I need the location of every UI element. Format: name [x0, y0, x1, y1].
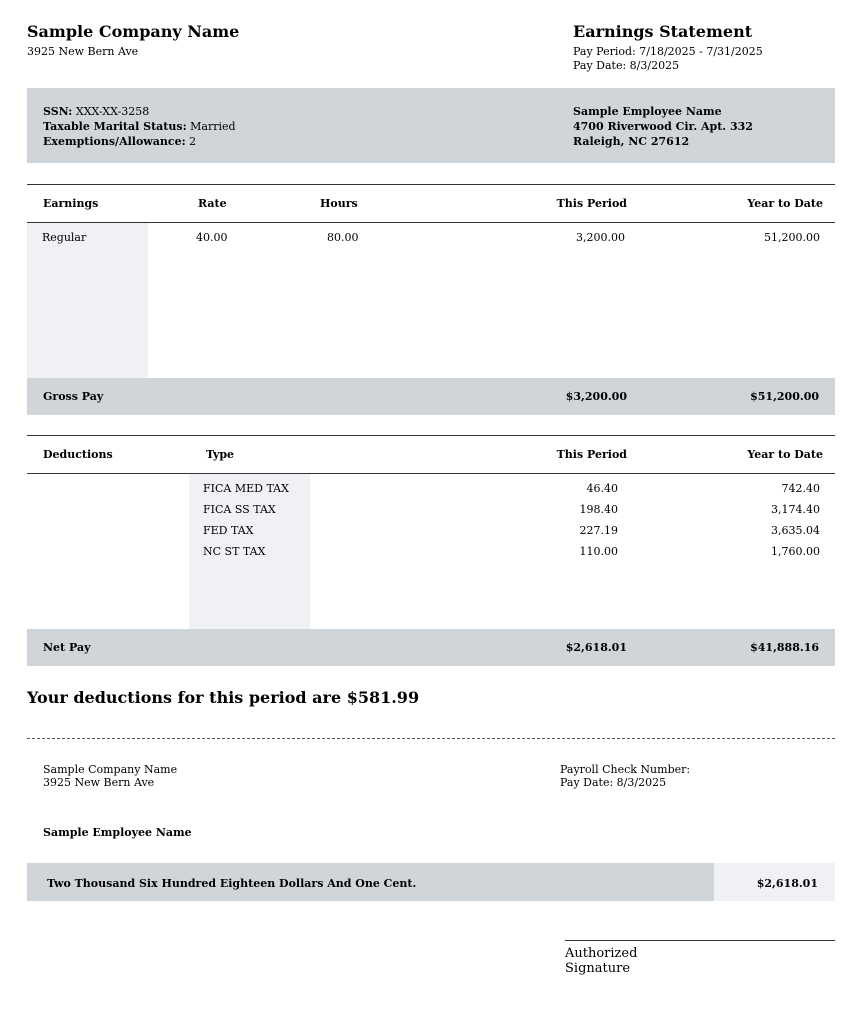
deduction-type-3: FED TAX — [203, 524, 254, 537]
net-pay-this-period: $2,618.01 — [565, 641, 627, 654]
exemptions-line — [43, 135, 196, 149]
earnings-row-name: Regular — [42, 231, 87, 244]
signature-line — [565, 940, 835, 941]
check-pay-date: Pay Date: 8/3/2025 — [560, 776, 667, 789]
net-pay-band — [27, 629, 835, 666]
rate-header: Rate — [198, 197, 227, 210]
earnings-this-period-header: This Period — [556, 197, 627, 210]
ssn-line — [43, 105, 149, 119]
earnings-header-rule — [27, 222, 835, 223]
company-name: Sample Company Name — [27, 22, 240, 41]
company-address: 3925 New Bern Ave — [27, 45, 139, 58]
check-company-name: Sample Company Name — [43, 763, 178, 776]
exemptions-label: Exemptions/Allowance: — [43, 135, 186, 148]
deduction-type-4: NC ST TAX — [203, 545, 266, 558]
marital-status-line — [43, 120, 236, 134]
deduction-this-period-1: 46.40 — [586, 482, 618, 495]
detach-line — [27, 738, 835, 739]
deductions-this-period-header: This Period — [556, 448, 627, 461]
deductions-summary: Your deductions for this period are $581.99 — [27, 688, 420, 707]
earnings-ytd-header: Year to Date — [747, 197, 823, 210]
earnings-name-column — [27, 223, 148, 378]
hours-header: Hours — [320, 197, 358, 210]
deduction-ytd-3: 3,635.04 — [771, 524, 820, 537]
pay-period: Pay Period: 7/18/2025 - 7/31/2025 — [573, 45, 763, 58]
statement-title: Earnings Statement — [573, 22, 753, 41]
marital-label: Taxable Marital Status: — [43, 120, 187, 133]
gross-pay-this-period: $3,200.00 — [565, 390, 627, 403]
signature-label-1: Authorized — [565, 946, 638, 961]
deductions-ytd-header: Year to Date — [747, 448, 823, 461]
earnings-header: Earnings — [43, 197, 99, 210]
earnings-top-rule — [27, 184, 835, 185]
deductions-top-rule — [27, 435, 835, 436]
ssn-label: SSN: — [43, 105, 73, 118]
check-payee: Sample Employee Name — [43, 826, 192, 839]
gross-pay-ytd: $51,200.00 — [750, 390, 819, 403]
deduction-ytd-4: 1,760.00 — [771, 545, 820, 558]
pay-date: Pay Date: 8/3/2025 — [573, 59, 680, 72]
deduction-ytd-1: 742.40 — [781, 482, 820, 495]
deduction-this-period-2: 198.40 — [579, 503, 618, 516]
deduction-type-2: FICA SS TAX — [203, 503, 276, 516]
ssn-value: XXX-XX-3258 — [75, 105, 150, 118]
net-pay-label: Net Pay — [43, 641, 91, 654]
earnings-row-hours: 80.00 — [327, 231, 359, 244]
earnings-row-rate: 40.00 — [196, 231, 228, 244]
deductions-header: Deductions — [43, 448, 113, 461]
deduction-this-period-3: 227.19 — [579, 524, 618, 537]
signature-label-2: Signature — [565, 961, 631, 976]
amount-in-words: Two Thousand Six Hundred Eighteen Dollars And One Cent. — [47, 877, 417, 890]
employee-address-1: 4700 Riverwood Cir. Apt. 332 — [573, 120, 753, 133]
gross-pay-band — [27, 378, 835, 415]
check-number-label: Payroll Check Number: — [560, 763, 691, 776]
exemptions-value: 2 — [189, 135, 197, 148]
deduction-ytd-2: 3,174.40 — [771, 503, 820, 516]
marital-value: Married — [190, 120, 236, 133]
employee-name: Sample Employee Name — [573, 105, 722, 118]
type-header: Type — [206, 448, 235, 461]
check-amount: $2,618.01 — [756, 877, 818, 890]
earnings-row-this-period: 3,200.00 — [576, 231, 625, 244]
net-pay-ytd: $41,888.16 — [750, 641, 819, 654]
earnings-row-ytd: 51,200.00 — [764, 231, 820, 244]
deduction-type-1: FICA MED TAX — [203, 482, 289, 495]
deductions-header-rule — [27, 473, 835, 474]
employee-address-2: Raleigh, NC 27612 — [573, 135, 690, 148]
deduction-this-period-4: 110.00 — [579, 545, 618, 558]
gross-pay-label: Gross Pay — [43, 390, 104, 403]
check-company-address: 3925 New Bern Ave — [43, 776, 155, 789]
